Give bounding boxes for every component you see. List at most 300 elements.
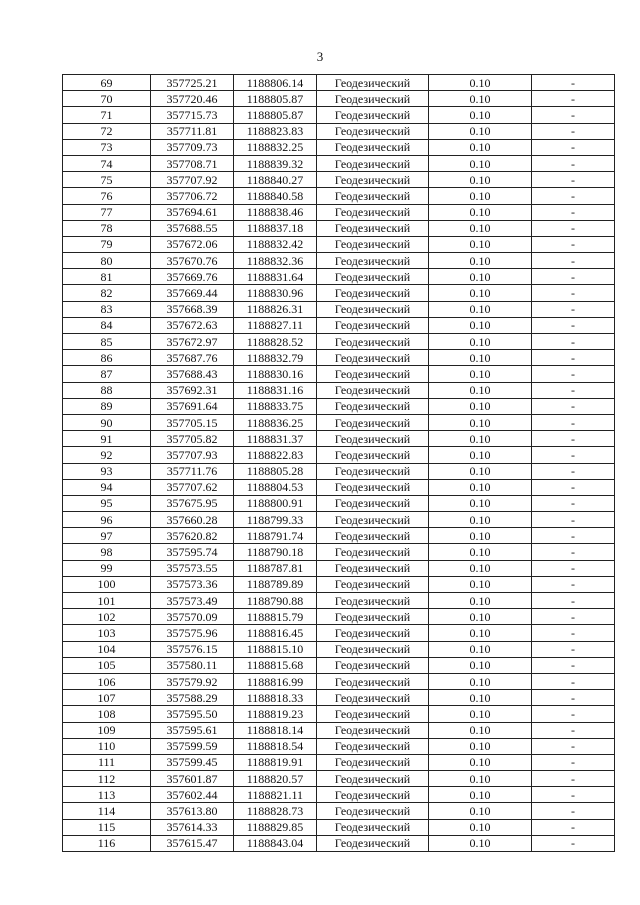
- y-coordinate-cell: 1188815.68: [234, 657, 317, 673]
- accuracy-cell: 0.10: [429, 738, 532, 754]
- method-cell: Геодезический: [317, 123, 429, 139]
- method-cell: Геодезический: [317, 835, 429, 851]
- table-row: [63, 463, 615, 479]
- point-number-cell: 106: [63, 673, 151, 689]
- x-coordinate-cell: 357672.97: [151, 334, 234, 350]
- point-number-cell: 96: [63, 512, 151, 528]
- y-coordinate-cell: 1188829.85: [234, 819, 317, 835]
- table-row: [63, 139, 615, 155]
- table-row: [63, 447, 615, 463]
- method-cell: Геодезический: [317, 75, 429, 91]
- x-coordinate-cell: 357708.71: [151, 155, 234, 171]
- table-row: [63, 690, 615, 706]
- x-coordinate-cell: 357670.76: [151, 253, 234, 269]
- description-cell: -: [532, 431, 615, 447]
- accuracy-cell: 0.10: [429, 495, 532, 511]
- method-cell: Геодезический: [317, 107, 429, 123]
- x-coordinate-cell: 357720.46: [151, 91, 234, 107]
- y-coordinate-cell: 1188839.32: [234, 155, 317, 171]
- x-coordinate-cell: 357711.76: [151, 463, 234, 479]
- x-coordinate-cell: 357705.82: [151, 431, 234, 447]
- accuracy-cell: 0.10: [429, 657, 532, 673]
- point-number-cell: 110: [63, 738, 151, 754]
- method-cell: Геодезический: [317, 593, 429, 609]
- y-coordinate-cell: 1188830.16: [234, 366, 317, 382]
- method-cell: Геодезический: [317, 382, 429, 398]
- y-coordinate-cell: 1188790.88: [234, 593, 317, 609]
- method-cell: Геодезический: [317, 673, 429, 689]
- accuracy-cell: 0.10: [429, 771, 532, 787]
- accuracy-cell: 0.10: [429, 188, 532, 204]
- table-row: [63, 835, 615, 851]
- accuracy-cell: 0.10: [429, 673, 532, 689]
- accuracy-cell: 0.10: [429, 593, 532, 609]
- description-cell: -: [532, 544, 615, 560]
- method-cell: Геодезический: [317, 738, 429, 754]
- accuracy-cell: 0.10: [429, 819, 532, 835]
- y-coordinate-cell: 1188831.16: [234, 382, 317, 398]
- table-row: [63, 317, 615, 333]
- accuracy-cell: 0.10: [429, 528, 532, 544]
- point-number-cell: 70: [63, 91, 151, 107]
- description-cell: -: [532, 560, 615, 576]
- method-cell: Геодезический: [317, 706, 429, 722]
- table-row: [63, 204, 615, 220]
- description-cell: -: [532, 334, 615, 350]
- table-row: [63, 512, 615, 528]
- page-number: 3: [316, 49, 324, 64]
- y-coordinate-cell: 1188840.58: [234, 188, 317, 204]
- method-cell: Геодезический: [317, 690, 429, 706]
- y-coordinate-cell: 1188840.27: [234, 172, 317, 188]
- method-cell: Геодезический: [317, 398, 429, 414]
- x-coordinate-cell: 357706.72: [151, 188, 234, 204]
- x-coordinate-cell: 357691.64: [151, 398, 234, 414]
- y-coordinate-cell: 1188800.91: [234, 495, 317, 511]
- table-row: [63, 609, 615, 625]
- method-cell: Геодезический: [317, 625, 429, 641]
- method-cell: Геодезический: [317, 495, 429, 511]
- description-cell: -: [532, 673, 615, 689]
- method-cell: Геодезический: [317, 204, 429, 220]
- x-coordinate-cell: 357579.92: [151, 673, 234, 689]
- table-row: [63, 350, 615, 366]
- y-coordinate-cell: 1188827.11: [234, 317, 317, 333]
- method-cell: Геодезический: [317, 447, 429, 463]
- accuracy-cell: 0.10: [429, 285, 532, 301]
- y-coordinate-cell: 1188816.45: [234, 625, 317, 641]
- x-coordinate-cell: 357715.73: [151, 107, 234, 123]
- x-coordinate-cell: 357711.81: [151, 123, 234, 139]
- y-coordinate-cell: 1188830.96: [234, 285, 317, 301]
- x-coordinate-cell: 357588.29: [151, 690, 234, 706]
- method-cell: Геодезический: [317, 560, 429, 576]
- y-coordinate-cell: 1188836.25: [234, 414, 317, 430]
- x-coordinate-cell: 357620.82: [151, 528, 234, 544]
- table-row: [63, 172, 615, 188]
- x-coordinate-cell: 357599.45: [151, 754, 234, 770]
- point-number-cell: 98: [63, 544, 151, 560]
- x-coordinate-cell: 357709.73: [151, 139, 234, 155]
- y-coordinate-cell: 1188787.81: [234, 560, 317, 576]
- table-row: [63, 738, 615, 754]
- y-coordinate-cell: 1188816.99: [234, 673, 317, 689]
- point-number-cell: 83: [63, 301, 151, 317]
- y-coordinate-cell: 1188805.87: [234, 107, 317, 123]
- description-cell: -: [532, 593, 615, 609]
- method-cell: Геодезический: [317, 528, 429, 544]
- x-coordinate-cell: 357595.61: [151, 722, 234, 738]
- point-number-cell: 71: [63, 107, 151, 123]
- point-number-cell: 111: [63, 754, 151, 770]
- y-coordinate-cell: 1188805.28: [234, 463, 317, 479]
- x-coordinate-cell: 357705.15: [151, 414, 234, 430]
- description-cell: -: [532, 463, 615, 479]
- y-coordinate-cell: 1188820.57: [234, 771, 317, 787]
- point-number-cell: 108: [63, 706, 151, 722]
- point-number-cell: 89: [63, 398, 151, 414]
- y-coordinate-cell: 1188822.83: [234, 447, 317, 463]
- method-cell: Геодезический: [317, 236, 429, 252]
- method-cell: Геодезический: [317, 544, 429, 560]
- description-cell: -: [532, 382, 615, 398]
- table-row: [63, 754, 615, 770]
- table-row: [63, 673, 615, 689]
- y-coordinate-cell: 1188832.25: [234, 139, 317, 155]
- accuracy-cell: 0.10: [429, 139, 532, 155]
- table-row: [63, 75, 615, 91]
- table-row: [63, 123, 615, 139]
- y-coordinate-cell: 1188832.42: [234, 236, 317, 252]
- description-cell: -: [532, 512, 615, 528]
- description-cell: -: [532, 236, 615, 252]
- method-cell: Геодезический: [317, 350, 429, 366]
- accuracy-cell: 0.10: [429, 317, 532, 333]
- y-coordinate-cell: 1188833.75: [234, 398, 317, 414]
- description-cell: -: [532, 641, 615, 657]
- method-cell: Геодезический: [317, 91, 429, 107]
- point-number-cell: 100: [63, 576, 151, 592]
- description-cell: -: [532, 414, 615, 430]
- accuracy-cell: 0.10: [429, 625, 532, 641]
- accuracy-cell: 0.10: [429, 431, 532, 447]
- x-coordinate-cell: 357613.80: [151, 803, 234, 819]
- point-number-cell: 86: [63, 350, 151, 366]
- x-coordinate-cell: 357688.43: [151, 366, 234, 382]
- table-row: [63, 722, 615, 738]
- y-coordinate-cell: 1188828.52: [234, 334, 317, 350]
- x-coordinate-cell: 357672.06: [151, 236, 234, 252]
- description-cell: -: [532, 253, 615, 269]
- x-coordinate-cell: 357580.11: [151, 657, 234, 673]
- table-row: [63, 431, 615, 447]
- description-cell: -: [532, 107, 615, 123]
- table-row: [63, 560, 615, 576]
- accuracy-cell: 0.10: [429, 414, 532, 430]
- accuracy-cell: 0.10: [429, 512, 532, 528]
- x-coordinate-cell: 357615.47: [151, 835, 234, 851]
- accuracy-cell: 0.10: [429, 204, 532, 220]
- x-coordinate-cell: 357602.44: [151, 787, 234, 803]
- point-number-cell: 87: [63, 366, 151, 382]
- method-cell: Геодезический: [317, 301, 429, 317]
- y-coordinate-cell: 1188806.14: [234, 75, 317, 91]
- y-coordinate-cell: 1188838.46: [234, 204, 317, 220]
- y-coordinate-cell: 1188791.74: [234, 528, 317, 544]
- accuracy-cell: 0.10: [429, 236, 532, 252]
- description-cell: -: [532, 722, 615, 738]
- point-number-cell: 112: [63, 771, 151, 787]
- method-cell: Геодезический: [317, 771, 429, 787]
- point-number-cell: 97: [63, 528, 151, 544]
- accuracy-cell: 0.10: [429, 787, 532, 803]
- description-cell: -: [532, 269, 615, 285]
- point-number-cell: 72: [63, 123, 151, 139]
- method-cell: Геодезический: [317, 641, 429, 657]
- y-coordinate-cell: 1188790.18: [234, 544, 317, 560]
- coordinates-table: [62, 74, 615, 852]
- accuracy-cell: 0.10: [429, 690, 532, 706]
- description-cell: -: [532, 576, 615, 592]
- x-coordinate-cell: 357660.28: [151, 512, 234, 528]
- y-coordinate-cell: 1188818.33: [234, 690, 317, 706]
- accuracy-cell: 0.10: [429, 706, 532, 722]
- point-number-cell: 88: [63, 382, 151, 398]
- point-number-cell: 102: [63, 609, 151, 625]
- x-coordinate-cell: 357687.76: [151, 350, 234, 366]
- point-number-cell: 75: [63, 172, 151, 188]
- accuracy-cell: 0.10: [429, 803, 532, 819]
- y-coordinate-cell: 1188843.04: [234, 835, 317, 851]
- table-row: [63, 641, 615, 657]
- table-row: [63, 107, 615, 123]
- accuracy-cell: 0.10: [429, 544, 532, 560]
- y-coordinate-cell: 1188815.79: [234, 609, 317, 625]
- x-coordinate-cell: 357669.76: [151, 269, 234, 285]
- description-cell: -: [532, 398, 615, 414]
- point-number-cell: 115: [63, 819, 151, 835]
- y-coordinate-cell: 1188831.64: [234, 269, 317, 285]
- x-coordinate-cell: 357692.31: [151, 382, 234, 398]
- method-cell: Геодезический: [317, 431, 429, 447]
- x-coordinate-cell: 357570.09: [151, 609, 234, 625]
- x-coordinate-cell: 357707.93: [151, 447, 234, 463]
- description-cell: -: [532, 609, 615, 625]
- point-number-cell: 101: [63, 593, 151, 609]
- y-coordinate-cell: 1188799.33: [234, 512, 317, 528]
- method-cell: Геодезический: [317, 754, 429, 770]
- accuracy-cell: 0.10: [429, 220, 532, 236]
- point-number-cell: 82: [63, 285, 151, 301]
- description-cell: -: [532, 479, 615, 495]
- y-coordinate-cell: 1188804.53: [234, 479, 317, 495]
- accuracy-cell: 0.10: [429, 609, 532, 625]
- y-coordinate-cell: 1188805.87: [234, 91, 317, 107]
- point-number-cell: 80: [63, 253, 151, 269]
- point-number-cell: 107: [63, 690, 151, 706]
- x-coordinate-cell: 357595.50: [151, 706, 234, 722]
- point-number-cell: 91: [63, 431, 151, 447]
- description-cell: -: [532, 706, 615, 722]
- description-cell: -: [532, 317, 615, 333]
- x-coordinate-cell: 357669.44: [151, 285, 234, 301]
- table-row: [63, 787, 615, 803]
- y-coordinate-cell: 1188821.11: [234, 787, 317, 803]
- description-cell: -: [532, 350, 615, 366]
- table-row: [63, 382, 615, 398]
- method-cell: Геодезический: [317, 576, 429, 592]
- accuracy-cell: 0.10: [429, 253, 532, 269]
- y-coordinate-cell: 1188818.54: [234, 738, 317, 754]
- x-coordinate-cell: 357725.21: [151, 75, 234, 91]
- method-cell: Геодезический: [317, 463, 429, 479]
- accuracy-cell: 0.10: [429, 576, 532, 592]
- table-row: [63, 576, 615, 592]
- x-coordinate-cell: 357573.36: [151, 576, 234, 592]
- point-number-cell: 116: [63, 835, 151, 851]
- point-number-cell: 74: [63, 155, 151, 171]
- table-row: [63, 706, 615, 722]
- x-coordinate-cell: 357688.55: [151, 220, 234, 236]
- method-cell: Геодезический: [317, 188, 429, 204]
- point-number-cell: 85: [63, 334, 151, 350]
- table-row: [63, 269, 615, 285]
- description-cell: -: [532, 204, 615, 220]
- x-coordinate-cell: 357668.39: [151, 301, 234, 317]
- y-coordinate-cell: 1188831.37: [234, 431, 317, 447]
- accuracy-cell: 0.10: [429, 269, 532, 285]
- method-cell: Геодезический: [317, 269, 429, 285]
- table-row: [63, 155, 615, 171]
- table-row: [63, 544, 615, 560]
- description-cell: -: [532, 625, 615, 641]
- x-coordinate-cell: 357595.74: [151, 544, 234, 560]
- accuracy-cell: 0.10: [429, 350, 532, 366]
- accuracy-cell: 0.10: [429, 463, 532, 479]
- accuracy-cell: 0.10: [429, 107, 532, 123]
- description-cell: -: [532, 123, 615, 139]
- description-cell: -: [532, 771, 615, 787]
- x-coordinate-cell: 357576.15: [151, 641, 234, 657]
- method-cell: Геодезический: [317, 479, 429, 495]
- y-coordinate-cell: 1188832.79: [234, 350, 317, 366]
- method-cell: Геодезический: [317, 657, 429, 673]
- table-row: [63, 334, 615, 350]
- description-cell: -: [532, 447, 615, 463]
- point-number-cell: 69: [63, 75, 151, 91]
- y-coordinate-cell: 1188819.91: [234, 754, 317, 770]
- table-row: [63, 301, 615, 317]
- table-row: [63, 220, 615, 236]
- table-row: [63, 91, 615, 107]
- description-cell: -: [532, 139, 615, 155]
- description-cell: -: [532, 495, 615, 511]
- table-row: [63, 495, 615, 511]
- y-coordinate-cell: 1188823.83: [234, 123, 317, 139]
- accuracy-cell: 0.10: [429, 398, 532, 414]
- description-cell: -: [532, 657, 615, 673]
- point-number-cell: 79: [63, 236, 151, 252]
- method-cell: Геодезический: [317, 334, 429, 350]
- y-coordinate-cell: 1188828.73: [234, 803, 317, 819]
- accuracy-cell: 0.10: [429, 155, 532, 171]
- accuracy-cell: 0.10: [429, 754, 532, 770]
- description-cell: -: [532, 301, 615, 317]
- description-cell: -: [532, 366, 615, 382]
- description-cell: -: [532, 803, 615, 819]
- point-number-cell: 105: [63, 657, 151, 673]
- y-coordinate-cell: 1188819.23: [234, 706, 317, 722]
- y-coordinate-cell: 1188832.36: [234, 253, 317, 269]
- x-coordinate-cell: 357614.33: [151, 819, 234, 835]
- accuracy-cell: 0.10: [429, 172, 532, 188]
- method-cell: Геодезический: [317, 253, 429, 269]
- x-coordinate-cell: 357573.49: [151, 593, 234, 609]
- x-coordinate-cell: 357707.92: [151, 172, 234, 188]
- table-row: [63, 657, 615, 673]
- x-coordinate-cell: 357675.95: [151, 495, 234, 511]
- accuracy-cell: 0.10: [429, 75, 532, 91]
- point-number-cell: 94: [63, 479, 151, 495]
- point-number-cell: 113: [63, 787, 151, 803]
- accuracy-cell: 0.10: [429, 722, 532, 738]
- accuracy-cell: 0.10: [429, 123, 532, 139]
- point-number-cell: 73: [63, 139, 151, 155]
- description-cell: -: [532, 188, 615, 204]
- description-cell: -: [532, 155, 615, 171]
- description-cell: -: [532, 91, 615, 107]
- table-row: [63, 479, 615, 495]
- method-cell: Геодезический: [317, 609, 429, 625]
- x-coordinate-cell: 357575.96: [151, 625, 234, 641]
- table-row: [63, 414, 615, 430]
- table-row: [63, 771, 615, 787]
- method-cell: Геодезический: [317, 722, 429, 738]
- y-coordinate-cell: 1188789.89: [234, 576, 317, 592]
- x-coordinate-cell: 357599.59: [151, 738, 234, 754]
- description-cell: -: [532, 285, 615, 301]
- description-cell: -: [532, 220, 615, 236]
- method-cell: Геодезический: [317, 414, 429, 430]
- y-coordinate-cell: 1188818.14: [234, 722, 317, 738]
- y-coordinate-cell: 1188826.31: [234, 301, 317, 317]
- y-coordinate-cell: 1188837.18: [234, 220, 317, 236]
- method-cell: Геодезический: [317, 285, 429, 301]
- x-coordinate-cell: 357573.55: [151, 560, 234, 576]
- point-number-cell: 99: [63, 560, 151, 576]
- point-number-cell: 78: [63, 220, 151, 236]
- point-number-cell: 84: [63, 317, 151, 333]
- point-number-cell: 114: [63, 803, 151, 819]
- table-row: [63, 253, 615, 269]
- accuracy-cell: 0.10: [429, 835, 532, 851]
- method-cell: Геодезический: [317, 172, 429, 188]
- table-row: [63, 819, 615, 835]
- point-number-cell: 81: [63, 269, 151, 285]
- x-coordinate-cell: 357672.63: [151, 317, 234, 333]
- point-number-cell: 77: [63, 204, 151, 220]
- table-row: [63, 528, 615, 544]
- accuracy-cell: 0.10: [429, 301, 532, 317]
- method-cell: Геодезический: [317, 803, 429, 819]
- table-row: [63, 593, 615, 609]
- accuracy-cell: 0.10: [429, 641, 532, 657]
- description-cell: -: [532, 787, 615, 803]
- x-coordinate-cell: 357601.87: [151, 771, 234, 787]
- description-cell: -: [532, 754, 615, 770]
- accuracy-cell: 0.10: [429, 479, 532, 495]
- accuracy-cell: 0.10: [429, 382, 532, 398]
